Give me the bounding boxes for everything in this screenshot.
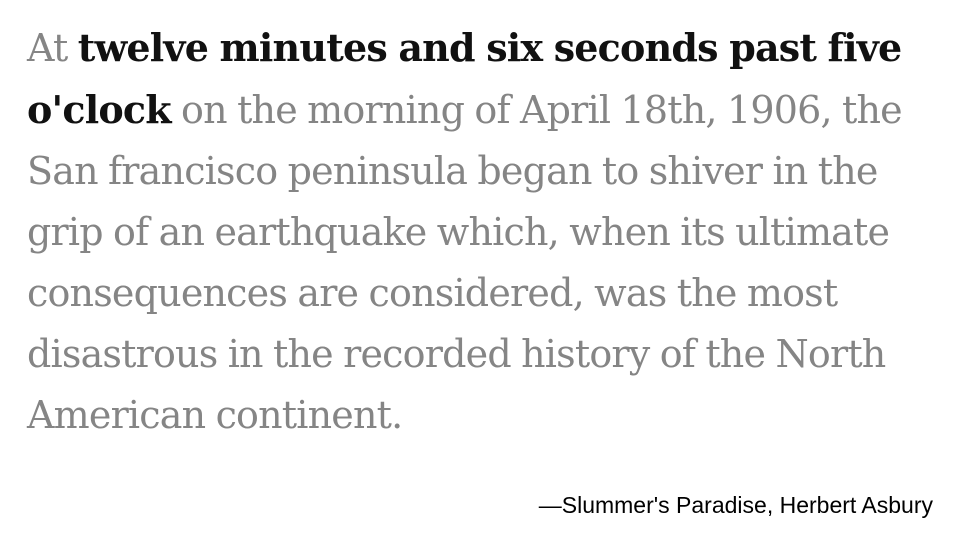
attribution: —Slummer's Paradise, Herbert Asbury — [538, 492, 933, 518]
quote-emphasis: twelve minutes and six seconds past five o'clock — [27, 25, 902, 132]
quote-body: on the morning of April 18th, 1906, the San francisco peninsula began to shiver in the grip of an earthquake which, when its ultimate consequences are considered, was the most disastrous in the recorded history of the North American continent. — [27, 88, 902, 437]
quote-lead: At — [27, 26, 78, 70]
quote-text — [27, 17, 942, 446]
